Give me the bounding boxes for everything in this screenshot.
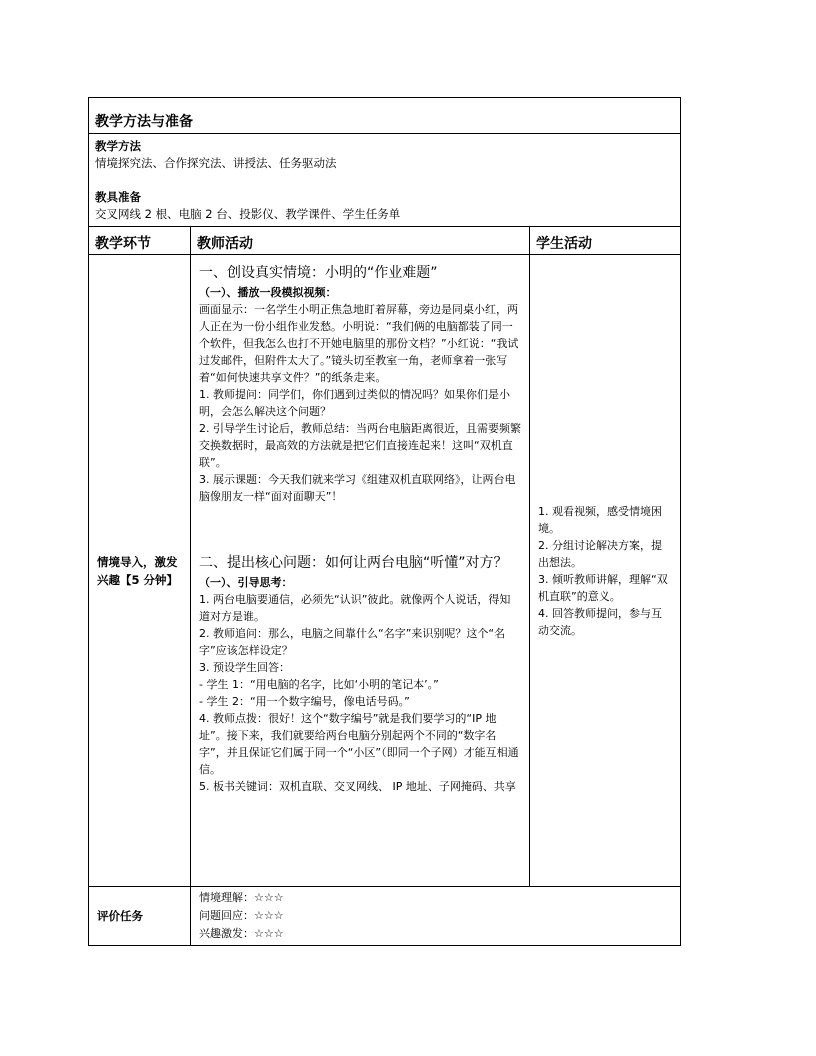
student-activity-cell: [530, 255, 681, 887]
header-teacher: 教师活动: [191, 227, 530, 255]
methods-label: 教学方法: [95, 139, 141, 153]
evaluation-items: [191, 887, 681, 946]
methods-cell: [89, 134, 681, 227]
section-2-paragraph: - 学生 2：“用一个数字编号，像电话号码。”: [199, 695, 410, 708]
section-title-row: [89, 98, 681, 134]
section-title: 教学方法与准备: [89, 98, 681, 134]
section-2-paragraph: 2. 教师追问：那么，电脑之间靠什么“名字”来识别呢？这个“名字”应该怎样设定？: [199, 627, 506, 657]
section-2-paragraph: - 学生 1：“用电脑的名字，比如‘小明的笔记本’。”: [199, 678, 439, 691]
lesson-plan-page: [88, 97, 680, 946]
equipment-value: 交叉网线 2 根、电脑 2 台、投影仪、教学课件、学生任务单: [95, 207, 401, 221]
section-2-paragraph: 4. 教师点拨：很好！这个“数字编号”就是我们要学习的“IP 地址”。接下来，我们就要给两台电脑分别起两个不同的“数字名字”，并且保证它们属于同一个“小区”（即同一个子网）才能互相通信。: [199, 712, 519, 776]
student-activity-item: 3. 倾听教师讲解，理解“双机直联”的意义。: [538, 572, 668, 603]
student-activity-item: 4. 回答教师提问，参与互动交流。: [538, 606, 662, 637]
student-activity-item: 1. 观看视频，感受情境困境。: [538, 504, 662, 535]
section-1-paragraph: 画面显示：一名学生小明正焦急地盯着屏幕，旁边是同桌小红，两人正在为一份小组作业发愁。小明说：“我们俩的电脑都装了同一个软件，但我怎么也打不开她电脑里的那份文档？”小红说：“我试过发邮件，但附件太大了。”镜头切至教室一角，老师拿着一张写着“如何快速共享文件？”的纸条走来。: [199, 303, 519, 384]
header-stage: 教学环节: [89, 227, 191, 255]
evaluation-item: 情境理解：☆☆☆: [199, 891, 284, 904]
evaluation-row: [89, 887, 681, 946]
evaluation-item: 问题回应：☆☆☆: [199, 909, 284, 922]
section-1-title: 一、创设真实情境：小明的“作业难题”: [199, 265, 438, 281]
section-1-paragraph: 1. 教师提问：同学们，你们遇到过类似的情况吗？如果你们是小明，会怎么解决这个问题？: [199, 388, 510, 418]
section-2-title: 二、提出核心问题：如何让两台电脑“听懂”对方？: [199, 555, 508, 571]
activity-row: [89, 255, 681, 887]
header-student: 学生活动: [530, 227, 681, 255]
section-2-subtitle: （一）、引导思考：: [199, 576, 293, 589]
evaluation-item: 兴趣激发：☆☆☆: [199, 927, 284, 940]
equipment-label: 教具准备: [95, 190, 141, 204]
section-1-paragraph: 2. 引导学生讨论后，教师总结：当两台电脑距离很近，且需要频繁交换数据时，最高效的方法就是把它们直接连起来！这叫“双机直联”。: [199, 422, 521, 469]
section-2-paragraph: 5. 板书关键词：双机直联、交叉网线、 IP 地址、子网掩码、共享: [199, 780, 516, 793]
evaluation-label: 评价任务: [89, 887, 191, 946]
teacher-activity-cell: [191, 255, 530, 887]
column-header-row: [89, 227, 681, 255]
methods-row: [89, 134, 681, 227]
student-activity-item: 2. 分组讨论解决方案，提出想法。: [538, 538, 662, 569]
section-2-paragraph: 3. 预设学生回答：: [199, 661, 290, 674]
stage-label: 情境导入，激发兴趣【5 分钟】: [89, 255, 191, 887]
section-1-paragraph: 3. 展示课题：今天我们就来学习《组建双机直联网络》，让两台电脑像朋友一样“面对面聊天”！: [199, 473, 516, 503]
lesson-plan-table: [88, 97, 681, 946]
methods-value: 情境探究法、合作探究法、讲授法、任务驱动法: [95, 156, 337, 170]
section-1-subtitle: （一）、播放一段模拟视频：: [199, 286, 337, 299]
section-2-paragraph: 1. 两台电脑要通信，必须先“认识”彼此。就像两个人说话，得知道对方是谁。: [199, 593, 511, 623]
